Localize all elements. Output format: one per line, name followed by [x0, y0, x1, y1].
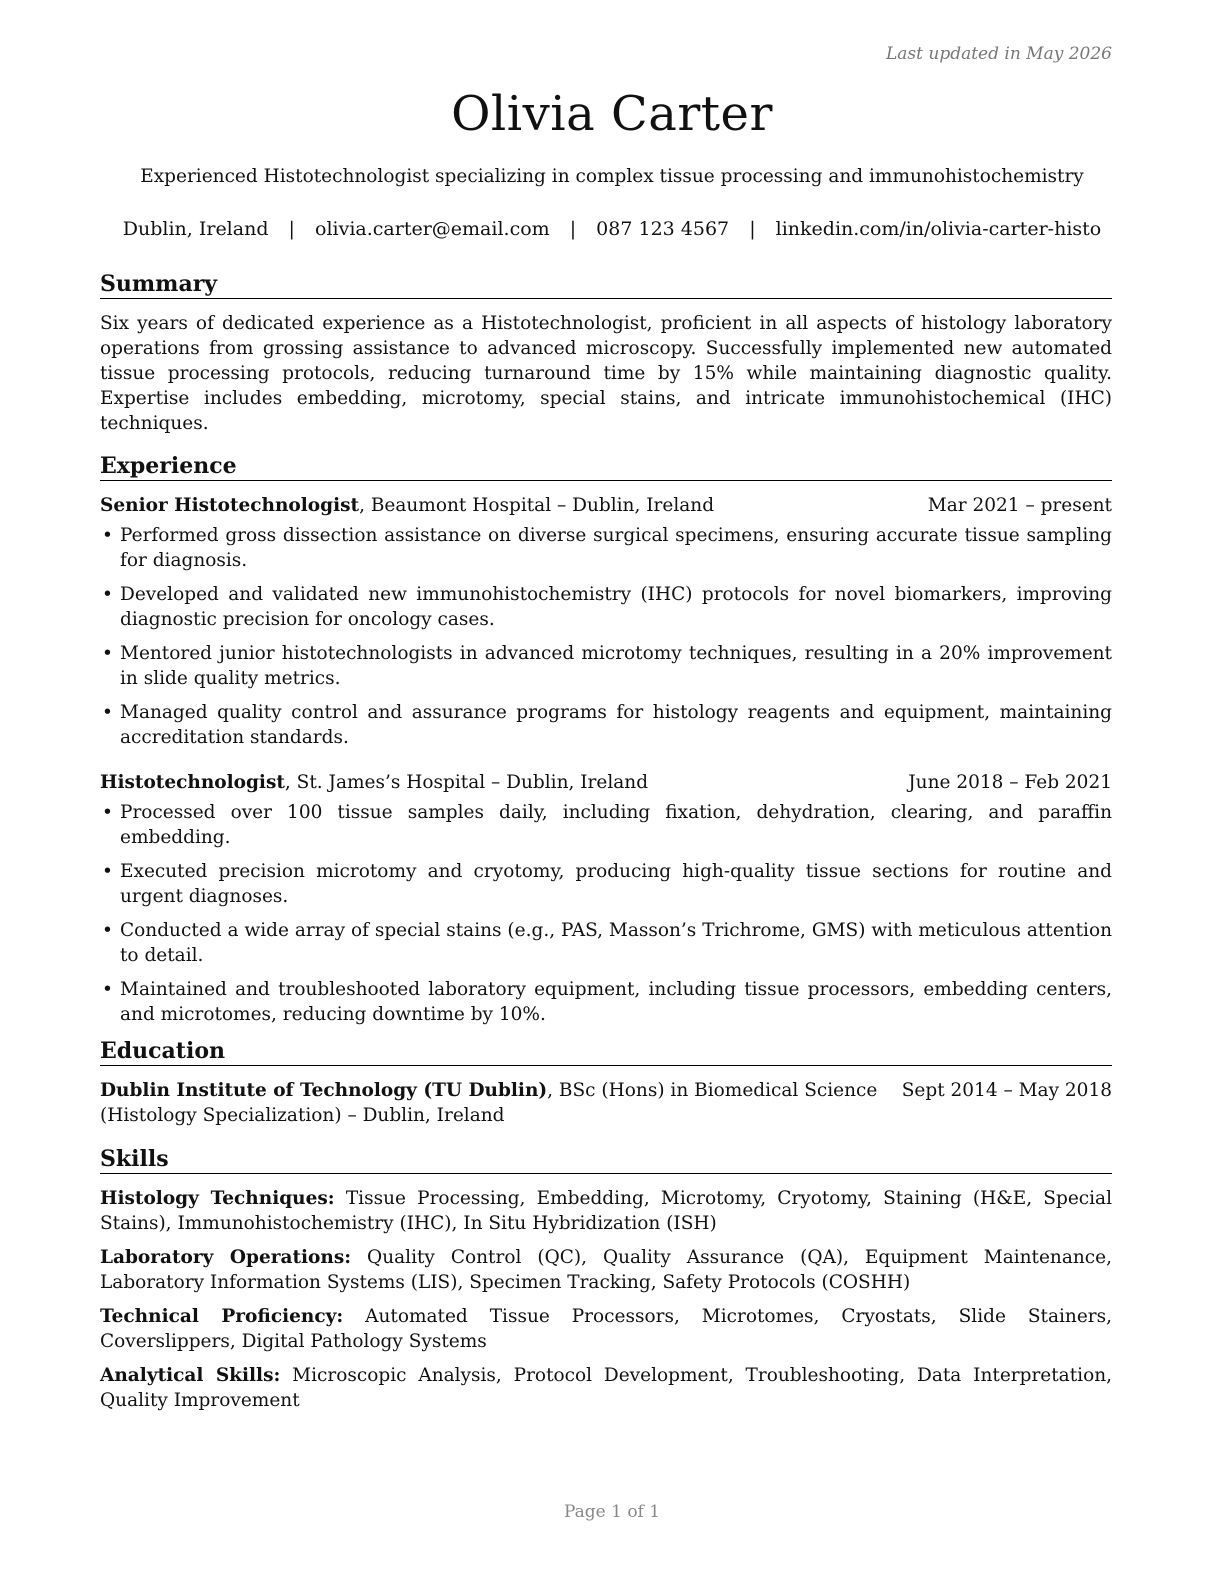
job-bullet: • Executed precision microtomy and cryotomy, producing high-quality tissue sections for routine and urgent diagnoses.	[100, 859, 1112, 909]
section-title-skills: Skills	[100, 1145, 1112, 1174]
education-details	[100, 1078, 890, 1128]
job-bullets	[100, 523, 1112, 750]
resume-body	[100, 270, 1112, 1422]
education-section	[100, 1037, 1112, 1128]
experience-section	[100, 452, 1112, 1027]
education-dates: Sept 2014 – May 2018	[901, 1080, 1112, 1101]
contact-separator: |	[569, 218, 577, 240]
skill-group	[100, 1245, 1112, 1295]
contact-separator: |	[749, 218, 756, 240]
job-bullet: • Mentored junior histotechnologists in advanced microtomy techniques, resulting in a 20% improvement in slide quality metrics.	[100, 641, 1112, 691]
summary-text: Six years of dedicated experience as a Histotechnologist, proficient in all aspects of histology laboratory operations from grossing assistance to advanced microscopy. Successfully implemented new automated tissue processing protocols, reducing turnaround time by 15% while maintaining diagnostic quality. Expertise includes embedding, microtomy, special stains, and intricate immunohistochemical (IHC) techniques.	[100, 313, 1112, 434]
job-dates: Mar 2021 – present	[927, 495, 1112, 516]
job-entry	[100, 770, 1112, 1027]
section-title-summary: Summary	[100, 270, 1112, 299]
skill-text: Microscopic Analysis, Protocol Development, Troubleshooting, Data Interpretation, Quality Improvement	[100, 1365, 1112, 1411]
contact-linkedin[interactable]: linkedin.com/in/olivia-carter-histo	[775, 218, 1102, 240]
education-entry	[100, 1078, 1112, 1128]
section-title-experience: Experience	[100, 452, 1112, 481]
job-bullet: • Developed and validated new immunohistochemistry (IHC) protocols for novel biomarkers, improving diagnostic precision for oncology cases.	[100, 582, 1112, 632]
last-updated-note: Last updated in May 2026	[885, 44, 1112, 64]
job-bullets	[100, 800, 1112, 1027]
job-dates: June 2018 – Feb 2021	[908, 772, 1112, 793]
job-bullet: • Managed quality control and assurance programs for histology reagents and equipment, maintaining accreditation standards.	[100, 700, 1112, 750]
job-title-line	[100, 493, 714, 518]
contact-location: Dublin, Ireland	[122, 218, 269, 240]
summary-section	[100, 270, 1112, 436]
job-bullet: • Processed over 100 tissue samples daily, including fixation, dehydration, clearing, and paraffin embedding.	[100, 800, 1112, 850]
section-title-education: Education	[100, 1037, 1112, 1066]
job-entry	[100, 493, 1112, 750]
job-bullet: • Conducted a wide array of special stains (e.g., PAS, Masson’s Trichrome, GMS) with meticulous attention to detail.	[100, 918, 1112, 968]
contact-line	[0, 218, 1224, 240]
page-number: Page 1 of 1	[563, 1502, 661, 1522]
job-role: Senior Histotechnologist	[100, 495, 360, 516]
job-title-line	[100, 770, 648, 795]
skill-group	[100, 1304, 1112, 1354]
job-organization: , St. James’s Hospital – Dublin, Ireland	[284, 772, 649, 793]
skill-text: Tissue Processing, Embedding, Microtomy, Cryotomy, Staining (H&E, Special Stains), Immunohistochemistry (IHC), In Situ Hybridization (ISH)	[100, 1188, 1112, 1234]
education-school: Dublin Institute of Technology (TU Dublin)	[100, 1080, 548, 1101]
job-header	[100, 493, 1112, 518]
contact-separator: |	[288, 218, 295, 240]
job-bullet: • Performed gross dissection assistance on diverse surgical specimens, ensuring accurate tissue sampling for diagnosis.	[100, 523, 1112, 573]
skill-label: Analytical Skills:	[100, 1365, 281, 1386]
skill-text: Automated Tissue Processors, Microtomes, Cryostats, Slide Stainers, Coverslippers, Digital Pathology Systems	[100, 1306, 1112, 1352]
candidate-tagline: Experienced Histotechnologist specializing in complex tissue processing and immunohistochemistry	[140, 166, 1084, 187]
job-bullet: • Maintained and troubleshooted laboratory equipment, including tissue processors, embedding centers, and microtomes, reducing downtime by 10%.	[100, 977, 1112, 1027]
education-degree: , BSc (Hons) in Biomedical Science (Histology Specialization) – Dublin, Ireland	[100, 1080, 878, 1126]
skill-label: Laboratory Operations:	[100, 1247, 352, 1268]
contact-email[interactable]: olivia.carter@email.com	[315, 218, 550, 240]
contact-phone[interactable]: 087 123 4567	[596, 218, 730, 240]
skill-group	[100, 1186, 1112, 1236]
skill-text: Quality Control (QC), Quality Assurance (QA), Equipment Maintenance, Laboratory Information Systems (LIS), Specimen Tracking, Safety Protocols (COSHH)	[100, 1247, 1112, 1293]
job-header	[100, 770, 1112, 795]
job-role: Histotechnologist	[100, 772, 285, 793]
skill-group	[100, 1363, 1112, 1413]
candidate-name: Olivia Carter	[451, 86, 773, 142]
skill-label: Histology Techniques:	[100, 1188, 335, 1209]
skills-section	[100, 1145, 1112, 1413]
skill-label: Technical Proficiency:	[100, 1306, 344, 1327]
job-organization: , Beaumont Hospital – Dublin, Ireland	[359, 495, 715, 516]
